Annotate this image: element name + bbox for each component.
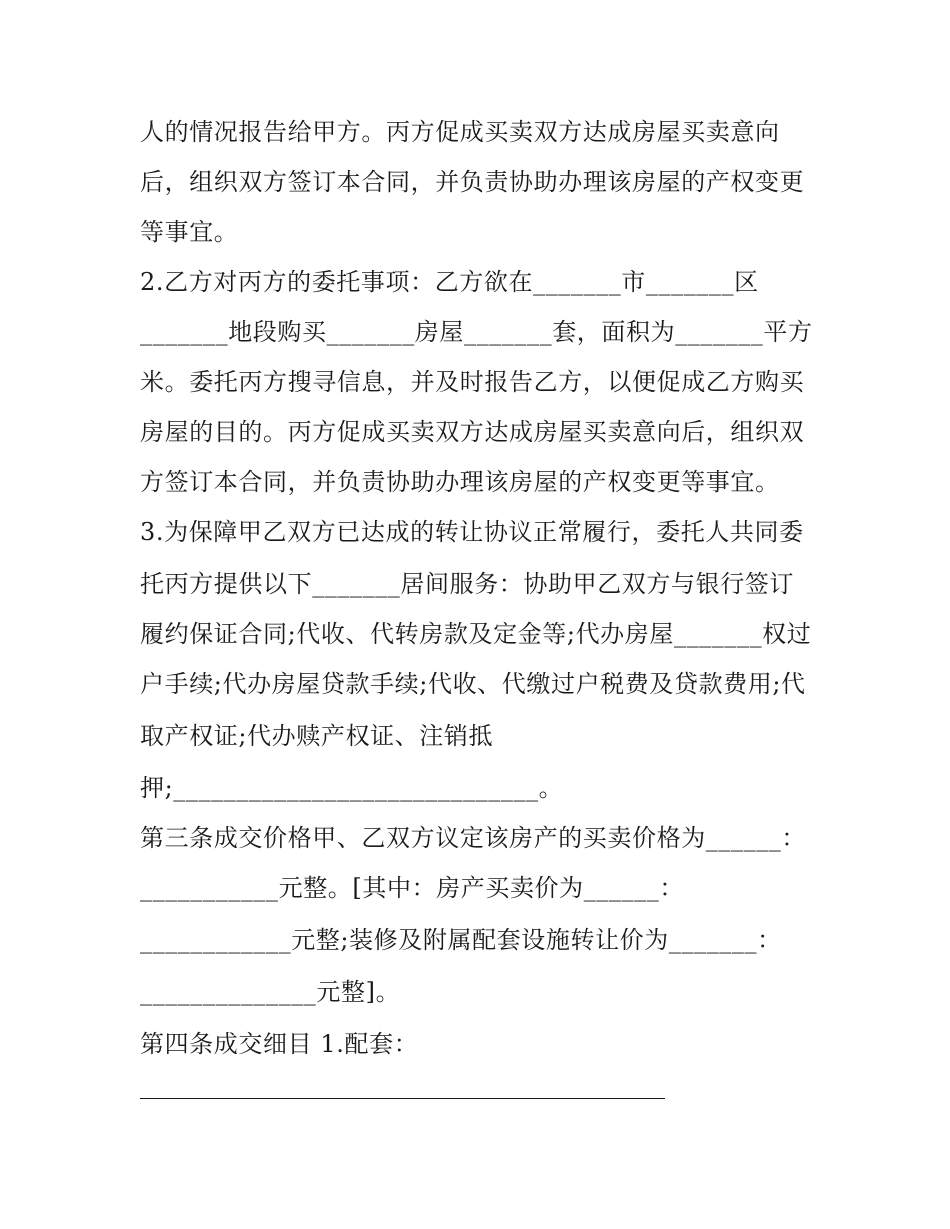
article-3-line-2: ___________元整。[其中：房产买卖价为______： <box>140 874 684 902</box>
clause-3-line-2: 托丙方提供以下_______居间服务：协助甲乙双方与银行签订 <box>140 570 794 598</box>
clause-2-line-5: 方签订本合同，并负责协助办理该房屋的产权变更等事宜。 <box>140 468 780 496</box>
clause-3-line-4: 户手续;代办房屋贷款手续;代收、代缴过户税费及贷款费用;代 <box>140 670 806 698</box>
clause-2-line-3: 米。委托丙方搜寻信息，并及时报告乙方，以便促成乙方购买 <box>140 368 805 396</box>
article-3-line-1: 第三条成交价格甲、乙双方议定该房产的买卖价格为______： <box>140 824 806 852</box>
paragraph-line-2: 后，组织双方签订本合同，并负责协助办理该房屋的产权变更 <box>140 168 805 196</box>
paragraph-line-1: 人的情况报告给甲方。丙方促成买卖双方达成房屋买卖意向 <box>140 118 780 146</box>
clause-3-line-6: 押;_____________________________。 <box>140 774 564 802</box>
article-4-line-1: 第四条成交细目 1.配套： <box>140 1030 419 1058</box>
clause-3-line-5: 取产权证;代办赎产权证、注销抵 <box>140 722 494 750</box>
article-3-line-3: ____________元整;装修及附属配套设施转让价为_______： <box>140 926 782 954</box>
clause-2-line-2: _______地段购买_______房屋_______套，面积为_______平方 <box>140 318 813 346</box>
article-3-line-4: ______________元整]。 <box>140 978 401 1006</box>
clause-3-line-1: 3.为保障甲乙双方已达成的转让协议正常履行，委托人共同委 <box>140 518 804 546</box>
clause-2-line-1: 2.乙方对丙方的委托事项：乙方欲在_______市_______区 <box>140 268 759 296</box>
clause-3-line-3: 履约保证合同;代收、代转房款及定金等;代办房屋_______权过 <box>140 620 812 648</box>
clause-2-line-4: 房屋的目的。丙方促成买卖双方达成房屋买卖意向后，组织双 <box>140 418 805 446</box>
blank-fill-line <box>140 1098 665 1099</box>
paragraph-line-3: 等事宜。 <box>140 218 239 246</box>
